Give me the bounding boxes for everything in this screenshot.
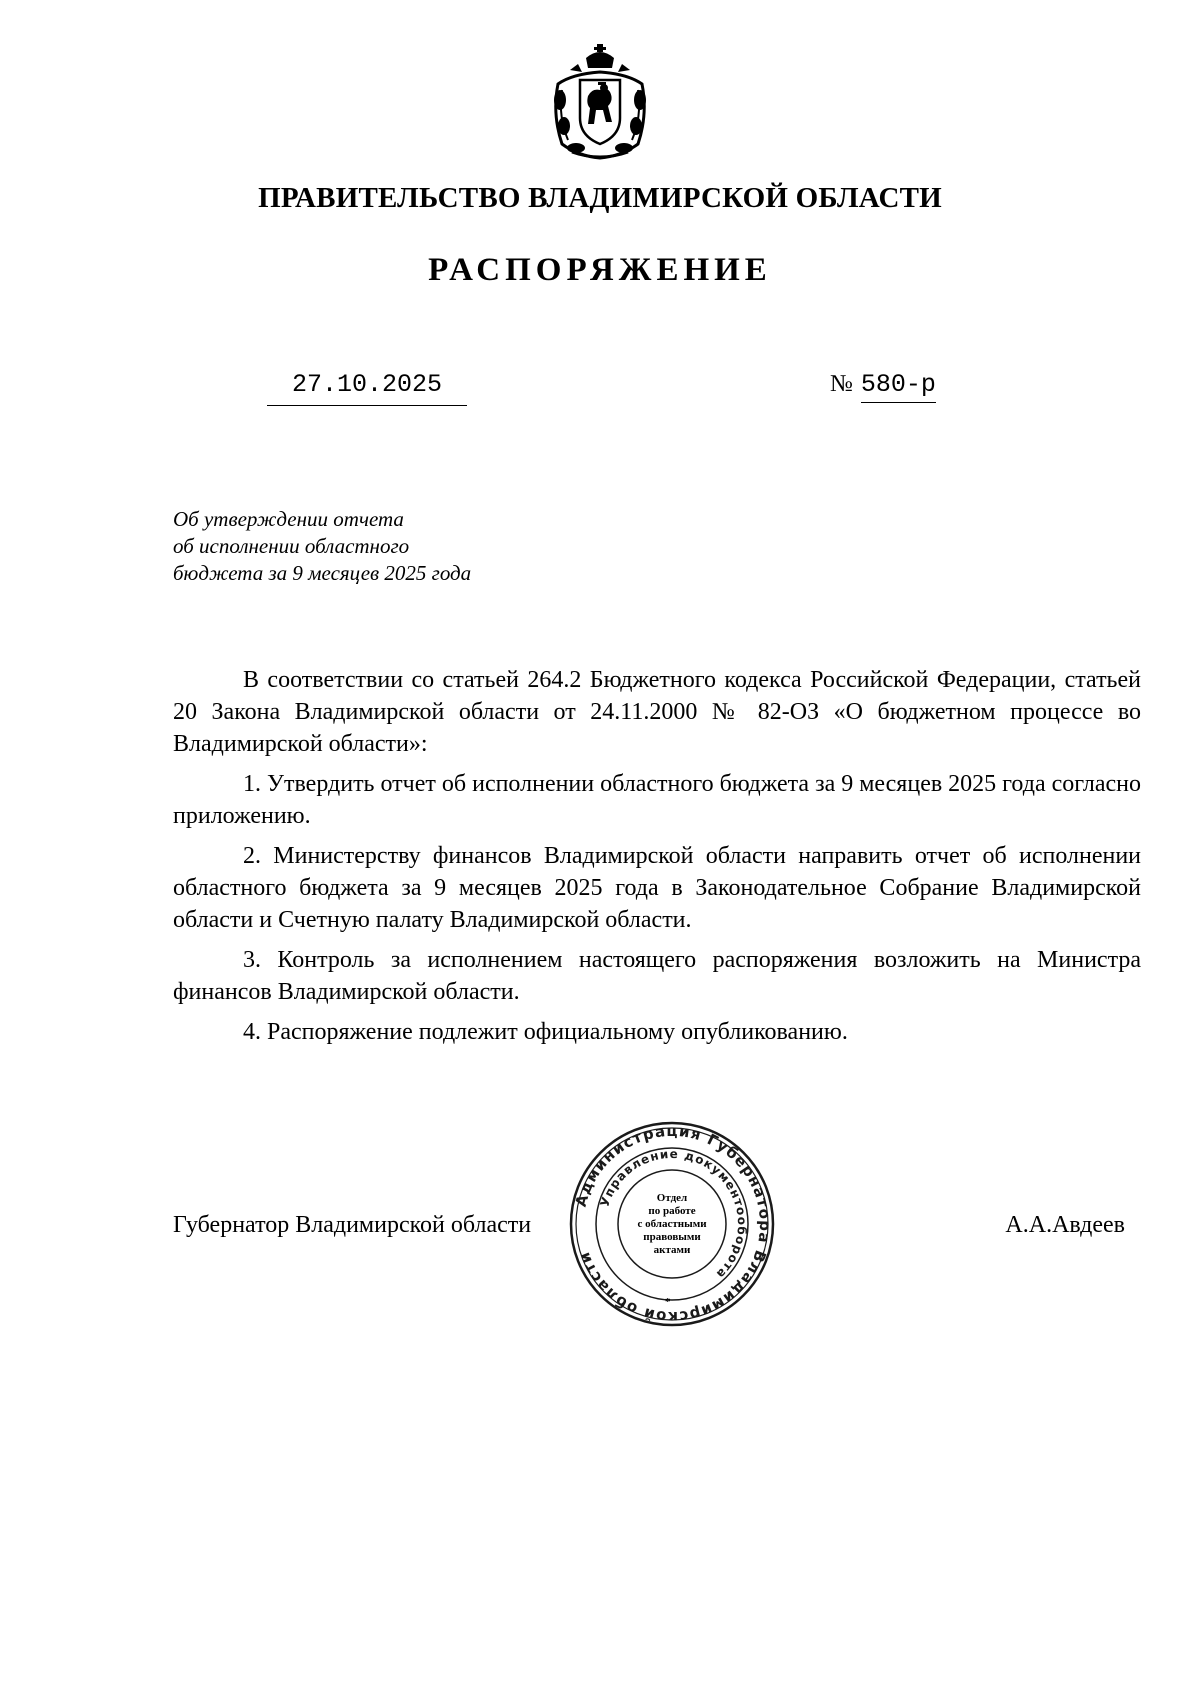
signatory-position: Губернатор Владимирской области	[173, 1212, 532, 1238]
subject-line: Об утверждении отчета	[173, 507, 404, 531]
subject-line: бюджета за 9 месяцев 2025 года	[173, 561, 472, 585]
stamp-inner-text: Управление документооборота	[597, 1146, 750, 1282]
order-item-2: 2. Министерству финансов Владимирской области направить отчет об исполнении областного бюджета за 9 месяцев 2025 года в Законодательное Собрание Владимирской области и Счетную палату Владимирской области.	[173, 843, 1141, 933]
stamp-center	[568, 1120, 776, 1328]
official-stamp-icon	[568, 1120, 776, 1328]
document-number	[830, 370, 936, 403]
preamble-paragraph: В соответствии со статьей 264.2 Бюджетного кодекса Российской Федерации, статьей 20 Закона Владимирской области от 24.11.2000 № 82-ОЗ «О бюджетном процессе во Владимирской области»:	[173, 667, 1141, 757]
stamp-center-line: Отдел	[656, 1191, 688, 1204]
order-item-3: 3. Контроль за исполнением настоящего распоряжения возложить на Министра финансов Владимирской области.	[173, 947, 1141, 1005]
stamp-center-line: по работе	[648, 1204, 696, 1217]
coat-of-arms-icon	[548, 44, 652, 162]
stamp-center-line: с областными	[637, 1217, 707, 1230]
order-item-4: 4. Распоряжение подлежит официальному опубликованию.	[243, 1019, 848, 1045]
stamp-outer-text: Администрация Губернатора Владимирской области	[571, 1121, 775, 1327]
order-item-1: 1. Утвердить отчет об исполнении областного бюджета за 9 месяцев 2025 года согласно приложению.	[173, 771, 1141, 829]
stamp-center-line: актами	[653, 1243, 691, 1256]
government-title: ПРАВИТЕЛЬСТВО ВЛАДИМИРСКОЙ ОБЛАСТИ	[258, 182, 942, 214]
number-value: 580-р	[861, 370, 936, 403]
stamp-center-text	[635, 1192, 709, 1257]
document-body	[173, 664, 1141, 1056]
stamp-center-line: правовыми	[643, 1230, 701, 1243]
number-sign: №	[830, 371, 853, 397]
document-type-title: РАСПОРЯЖЕНИЕ	[428, 252, 772, 288]
document-date	[267, 370, 467, 406]
document-subject	[173, 506, 471, 587]
stamp-star: *	[665, 1296, 671, 1308]
subject-line: об исполнении областного	[173, 534, 410, 558]
date-value: 27.10.2025	[267, 370, 467, 406]
signatory-name: А.А.Авдеев	[1005, 1212, 1125, 1238]
